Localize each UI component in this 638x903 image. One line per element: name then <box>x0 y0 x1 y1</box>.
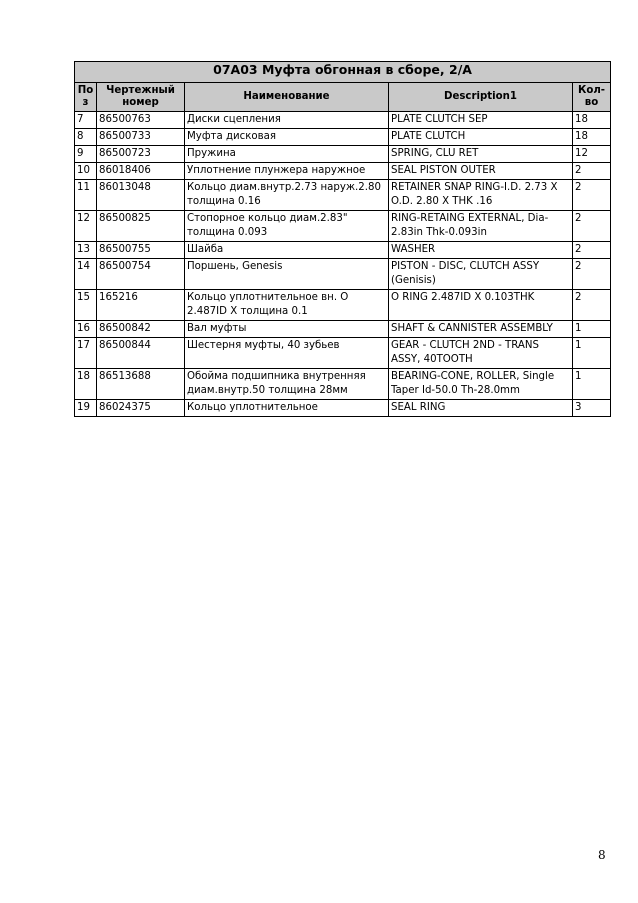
cell-pos: 9 <box>75 146 97 163</box>
header-pos: Поз <box>75 83 97 112</box>
table-header-row <box>75 83 611 112</box>
cell-name: Стопорное кольцо диам.2.83" толщина 0.093 <box>185 211 389 242</box>
cell-quantity: 1 <box>573 321 611 338</box>
table-row <box>75 290 611 321</box>
cell-description: PLATE CLUTCH <box>389 129 573 146</box>
cell-quantity: 2 <box>573 242 611 259</box>
table-row <box>75 163 611 180</box>
cell-name: Кольцо уплотнительное вн. O 2.487ID X толщина 0.1 <box>185 290 389 321</box>
cell-drawing-number: 86013048 <box>97 180 185 211</box>
cell-name: Шайба <box>185 242 389 259</box>
cell-description: PLATE CLUTCH SEP <box>389 112 573 129</box>
header-quantity: Кол-во <box>573 83 611 112</box>
table-title-row <box>75 62 611 83</box>
cell-quantity: 2 <box>573 290 611 321</box>
table-row <box>75 146 611 163</box>
cell-description: RING-RETAING EXTERNAL, Dia-2.83in Thk-0.093in <box>389 211 573 242</box>
cell-name: Кольцо уплотнительное <box>185 400 389 417</box>
cell-pos: 19 <box>75 400 97 417</box>
cell-name: Вал муфты <box>185 321 389 338</box>
cell-description: BEARING-CONE, ROLLER, Single Taper Id-50.0 Th-28.0mm <box>389 369 573 400</box>
cell-quantity: 2 <box>573 180 611 211</box>
cell-name: Поршень, Genesis <box>185 259 389 290</box>
cell-description: WASHER <box>389 242 573 259</box>
cell-pos: 7 <box>75 112 97 129</box>
cell-drawing-number: 86500755 <box>97 242 185 259</box>
table-row <box>75 242 611 259</box>
header-name: Наименование <box>185 83 389 112</box>
table-row <box>75 180 611 211</box>
cell-pos: 14 <box>75 259 97 290</box>
cell-description: SPRING, CLU RET <box>389 146 573 163</box>
cell-quantity: 3 <box>573 400 611 417</box>
cell-description: SEAL RING <box>389 400 573 417</box>
table-row <box>75 129 611 146</box>
cell-drawing-number: 86500723 <box>97 146 185 163</box>
cell-drawing-number: 86500842 <box>97 321 185 338</box>
cell-description: SHAFT & CANNISTER ASSEMBLY <box>389 321 573 338</box>
cell-name: Пружина <box>185 146 389 163</box>
table-row <box>75 211 611 242</box>
cell-quantity: 2 <box>573 163 611 180</box>
cell-pos: 12 <box>75 211 97 242</box>
table-row <box>75 338 611 369</box>
cell-drawing-number: 86500733 <box>97 129 185 146</box>
cell-quantity: 12 <box>573 146 611 163</box>
cell-quantity: 1 <box>573 369 611 400</box>
cell-pos: 16 <box>75 321 97 338</box>
cell-description: RETAINER SNAP RING-I.D. 2.73 X O.D. 2.80 X THK .16 <box>389 180 573 211</box>
table-row <box>75 321 611 338</box>
cell-pos: 15 <box>75 290 97 321</box>
table-row <box>75 369 611 400</box>
table-body <box>75 112 611 417</box>
cell-drawing-number: 86024375 <box>97 400 185 417</box>
table-row <box>75 112 611 129</box>
cell-name: Уплотнение плунжера наружное <box>185 163 389 180</box>
cell-drawing-number: 86513688 <box>97 369 185 400</box>
table-row <box>75 259 611 290</box>
cell-pos: 17 <box>75 338 97 369</box>
cell-drawing-number: 165216 <box>97 290 185 321</box>
cell-pos: 11 <box>75 180 97 211</box>
cell-quantity: 1 <box>573 338 611 369</box>
cell-pos: 10 <box>75 163 97 180</box>
cell-description: GEAR - CLUTCH 2ND - TRANS ASSY, 40TOOTH <box>389 338 573 369</box>
cell-quantity: 2 <box>573 211 611 242</box>
header-description: Description1 <box>389 83 573 112</box>
table-title: 07A03 Муфта обгонная в сборе, 2/A <box>75 62 611 83</box>
cell-quantity: 18 <box>573 112 611 129</box>
cell-quantity: 2 <box>573 259 611 290</box>
header-drawing-number: Чертежный номер <box>97 83 185 112</box>
parts-table <box>74 61 611 417</box>
cell-name: Обойма подшипника внутренняя диам.внутр.50 толщина 28мм <box>185 369 389 400</box>
cell-description: O RING 2.487ID X 0.103THK <box>389 290 573 321</box>
cell-description: PISTON - DISC, CLUTCH ASSY (Genisis) <box>389 259 573 290</box>
table-row <box>75 400 611 417</box>
page-number: 8 <box>598 848 606 862</box>
cell-name: Шестерня муфты, 40 зубьев <box>185 338 389 369</box>
cell-pos: 8 <box>75 129 97 146</box>
cell-drawing-number: 86500754 <box>97 259 185 290</box>
cell-pos: 13 <box>75 242 97 259</box>
cell-name: Кольцо диам.внутр.2.73 наруж.2.80 толщина 0.16 <box>185 180 389 211</box>
cell-pos: 18 <box>75 369 97 400</box>
cell-quantity: 18 <box>573 129 611 146</box>
cell-description: SEAL PISTON OUTER <box>389 163 573 180</box>
cell-drawing-number: 86500825 <box>97 211 185 242</box>
cell-drawing-number: 86018406 <box>97 163 185 180</box>
cell-name: Муфта дисковая <box>185 129 389 146</box>
cell-drawing-number: 86500763 <box>97 112 185 129</box>
cell-name: Диски сцепления <box>185 112 389 129</box>
cell-drawing-number: 86500844 <box>97 338 185 369</box>
